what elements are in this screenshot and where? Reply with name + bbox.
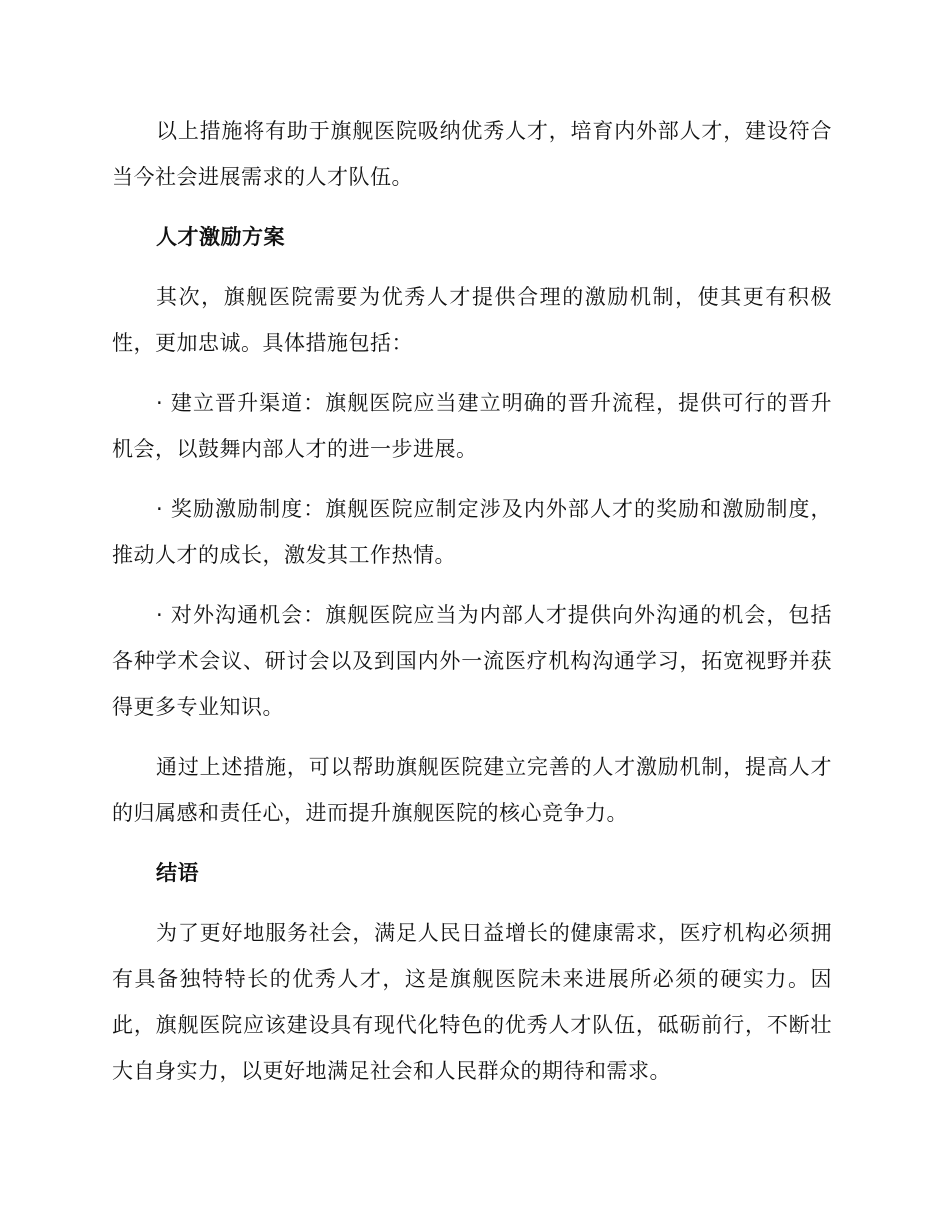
document-body [112,108,832,1108]
paragraph-incentive-summary: 通过上述措施，可以帮助旗舰医院建立完善的人才激励机制，提高人才的归属感和责任心，进而提升旗舰医院的核心竞争力。 [112,755,832,825]
bullet-external-communication: · 对外沟通机会：旗舰医院应当为内部人才提供向外沟通的机会，包括各种学术会议、研讨会以及到国内外一流医疗机构沟通学习，拓宽视野并获得更多专业知识。 [112,603,832,719]
paragraph-conclusion: 为了更好地服务社会，满足人民日益增长的健康需求，医疗机构必须拥有具备独特特长的优秀人才，这是旗舰医院未来进展所必须的硬实力。因此，旗舰医院应该建设具有现代化特色的优秀人才队伍，砥砺前行，不断壮大自身实力，以更好地满足社会和人民群众的期待和需求。 [112,921,832,1083]
section-heading-conclusion: 结语 [156,861,199,885]
section-heading-incentive: 人才激励方案 [156,225,285,249]
paragraph-intro-summary: 以上措施将有助于旗舰医院吸纳优秀人才，培育内外部人才，建设符合当今社会进展需求的人才队伍。 [112,119,832,189]
paragraph-incentive-intro: 其次，旗舰医院需要为优秀人才提供合理的激励机制，使其更有积极性，更加忠诚。具体措施包括： [112,285,832,355]
bullet-promotion-channel: · 建立晋升渠道：旗舰医院应当建立明确的晋升流程，提供可行的晋升机会，以鼓舞内部人才的进一步进展。 [112,391,832,461]
bullet-reward-system: · 奖励激励制度：旗舰医院应制定涉及内外部人才的奖励和激励制度，推动人才的成长，激发其工作热情。 [112,497,832,567]
